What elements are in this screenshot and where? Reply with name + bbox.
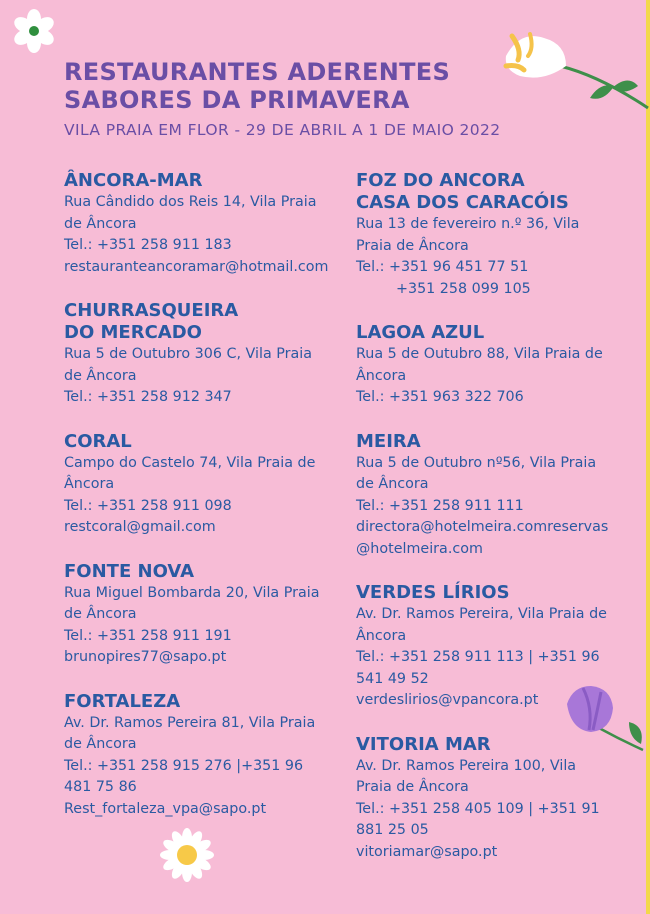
restaurant-entry (64, 561, 349, 669)
restaurant-phone: Tel.: +351 258 911 098 (64, 497, 232, 514)
restaurant-address: Rua 13 de fevereiro n.º 36, Vila (356, 216, 580, 232)
restaurant-entry (64, 300, 349, 409)
restaurant-entry (64, 691, 349, 821)
restaurant-address: Av. Dr. Ramos Pereira 100, Vila (356, 757, 577, 774)
restaurant-name: FOZ DO ANCORA (356, 170, 525, 191)
restaurant-email[interactable]: restauranteancoramar@hotmail.com (64, 258, 329, 275)
restaurant-address: de Âncora (64, 606, 137, 622)
restaurant-phone: 881 25 05 (356, 822, 429, 838)
restaurant-address: Av. Dr. Ramos Pereira, Vila Praia de (356, 606, 607, 622)
restaurant-entry (64, 170, 349, 278)
page-title-line-1: RESTAURANTES ADERENTES (64, 58, 451, 86)
restaurant-address: Âncora (356, 367, 407, 384)
restaurant-address: de Âncora (64, 736, 137, 752)
restaurant-name: CHURRASQUEIRA (64, 300, 239, 321)
restaurant-address: Rua 5 de Outubro nº56, Vila Praia (356, 454, 597, 471)
restaurant-entry (356, 431, 636, 561)
restaurant-email[interactable]: restcoral@gmail.com (64, 519, 216, 535)
restaurant-address: Praia de Âncora (356, 237, 469, 254)
restaurant-name: MEIRA (356, 430, 421, 452)
restaurant-name: DO MERCADO (64, 322, 202, 343)
restaurant-name: LAGOA AZUL (356, 322, 485, 343)
page-header (64, 58, 534, 140)
restaurant-address: Praia de Âncora (356, 779, 469, 795)
restaurant-phone: Tel.: +351 258 405 109 | +351 91 (356, 800, 600, 817)
restaurant-phone: Tel.: +351 258 912 347 (64, 389, 232, 405)
restaurant-name: FORTALEZA (64, 690, 181, 712)
restaurant-address: Rua Miguel Bombarda 20, Vila Praia (64, 584, 320, 601)
restaurant-phone: Tel.: +351 963 322 706 (356, 389, 524, 405)
restaurant-name: FONTE NOVA (64, 560, 195, 582)
restaurant-phone: Tel.: +351 258 915 276 |+351 96 (64, 757, 304, 774)
restaurant-email[interactable]: Rest_fortaleza_vpa@sapo.pt (64, 800, 267, 817)
restaurant-entry (356, 734, 636, 864)
restaurant-address: Rua 5 de Outubro 88, Vila Praia de (356, 346, 603, 362)
restaurant-name: CORAL (64, 430, 132, 452)
restaurant-address: Rua 5 de Outubro 306 C, Vila Praia (64, 346, 312, 362)
restaurant-phone: Tel.: +351 258 911 191 (64, 627, 232, 644)
restaurant-list-right (356, 170, 636, 885)
restaurant-phone: Tel.: +351 258 911 113 | +351 96 (356, 649, 600, 665)
restaurant-address: de Âncora (64, 215, 137, 232)
restaurant-address: Âncora (356, 627, 407, 644)
restaurant-phone: 481 75 86 (64, 779, 137, 795)
restaurant-phone: +351 258 099 105 (396, 280, 531, 297)
restaurant-email[interactable]: directora@hotelmeira.comreservas (356, 519, 609, 535)
restaurant-email[interactable]: brunopires77@sapo.pt (64, 649, 227, 665)
page-title-line-2: SABORES DA PRIMAVERA (64, 86, 410, 114)
restaurant-entry (356, 170, 636, 300)
restaurant-list-left (64, 170, 349, 842)
restaurant-address: Av. Dr. Ramos Pereira 81, Vila Praia (64, 714, 316, 731)
restaurant-entry (356, 582, 636, 712)
restaurant-address: Âncora (64, 476, 115, 492)
restaurant-address: de Âncora (356, 476, 429, 492)
restaurant-email[interactable]: verdeslirios@vpancora.pt (356, 692, 539, 708)
restaurant-name: VERDES LÍRIOS (356, 582, 510, 603)
restaurant-email[interactable]: vitoriamar@sapo.pt (356, 843, 498, 860)
restaurant-name: VITORIA MAR (356, 733, 491, 755)
restaurant-entry (64, 431, 349, 539)
restaurant-entry (356, 322, 636, 409)
restaurant-address: Campo do Castelo 74, Vila Praia de (64, 454, 316, 471)
restaurant-address: de Âncora (64, 367, 137, 384)
restaurant-phone: 541 49 52 (356, 670, 429, 687)
restaurant-name: ÂNCORA-MAR (64, 170, 203, 191)
edge-strip (646, 0, 650, 914)
restaurant-address: Rua Cândido dos Reis 14, Vila Praia (64, 194, 317, 210)
restaurant-phone: Tel.: +351 258 911 183 (64, 237, 232, 253)
restaurant-email[interactable]: @hotelmeira.com (356, 540, 483, 557)
restaurant-phone: Tel.: +351 258 911 111 (356, 497, 524, 514)
restaurant-phone: Tel.: +351 96 451 77 51 (356, 259, 529, 275)
restaurant-name: CASA DOS CARACÓIS (356, 192, 569, 213)
page-subtitle: VILA PRAIA EM FLOR - 29 DE ABRIL A 1 DE MAIO 2022 (64, 121, 501, 139)
white-daisy-icon (11, 8, 57, 54)
